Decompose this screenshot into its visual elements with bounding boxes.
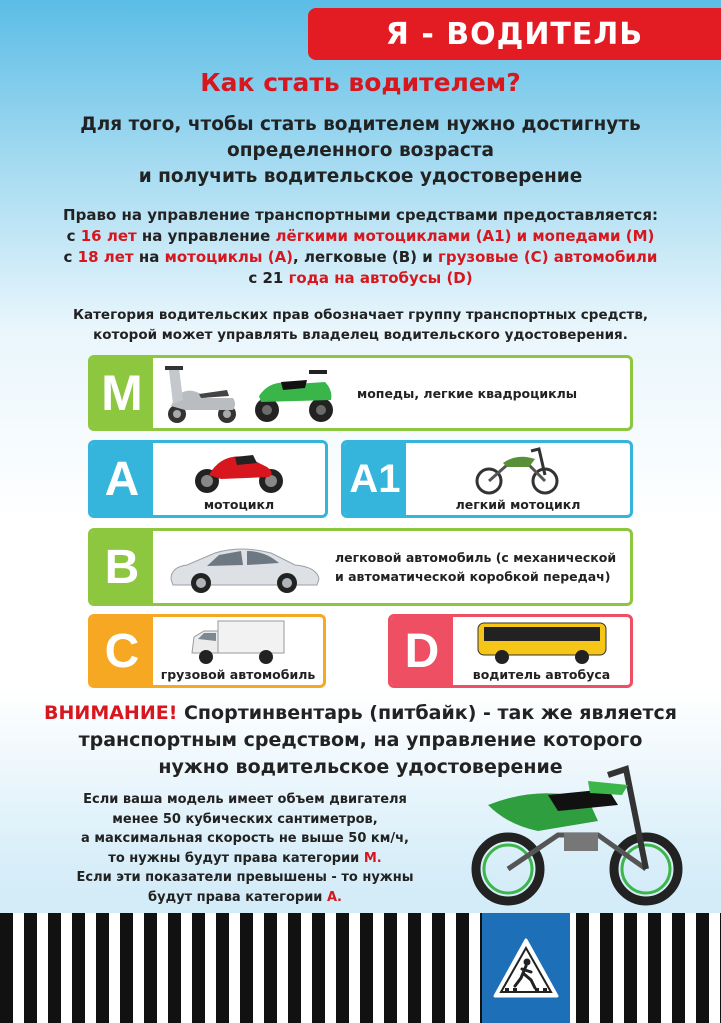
category-m-card	[88, 355, 633, 431]
dirt-bike-icon	[473, 445, 563, 495]
category-description: Категория водительских прав обозначает группу транспортных средств, которой может управлять владелец водительского удостоверения.	[72, 307, 649, 343]
intro-text: Для того, чтобы стать водителем нужно достигнуть определенного возраста и получить водительское удостоверение	[80, 114, 641, 187]
category-a1-label: легкий мотоцикл	[455, 496, 581, 512]
category-c-label: грузовой автомобиль	[160, 666, 316, 682]
category-letter-a1: A1	[344, 443, 406, 515]
truck-icon	[188, 619, 288, 665]
sport-motorcycle-icon	[191, 445, 287, 495]
category-d-label: водитель автобуса	[472, 666, 611, 682]
warning-text: ВНИМАНИЕ! Спортинвентарь (питбайк) - так же является транспортным средством, на управление которого нужно водительское удостоверение	[44, 702, 677, 778]
pedestrian-sign	[482, 913, 570, 1023]
scooter-icon	[163, 360, 243, 426]
bus-icon	[474, 619, 610, 665]
pitbike-details: Если ваша модель имеет объем двигателя менее 50 кубических сантиметров, а максимальная скорость не выше 50 км/ч, то нужны будут права категории М. Если эти показатели превышены - то нужны будут права категории А.	[76, 792, 414, 905]
category-b-label: легковой автомобиль (с механической и автоматической коробкой передач)	[335, 550, 617, 584]
crosswalk-stripes	[0, 913, 721, 1023]
category-letter-c: C	[91, 617, 153, 685]
category-b-card	[88, 528, 633, 606]
header-banner: Я - ВОДИТЕЛЬ	[308, 8, 721, 60]
category-a-label: мотоцикл	[203, 496, 275, 512]
pitbike-icon	[468, 765, 686, 907]
category-letter-d: D	[391, 617, 453, 685]
category-c-card	[88, 614, 326, 688]
car-icon	[167, 539, 323, 595]
category-letter-m: M	[91, 358, 153, 428]
page-title: Как стать водителем?	[200, 68, 521, 97]
age-rights: Право на управление транспортными средствами предоставляется: с 16 лет на управление лёгкими мотоциклами (А1) и мопедами (М) с 18 лет на мотоциклы (А), легковые (В) и грузовые (С) автомобили с 21 года на автобусы (D)	[63, 206, 658, 287]
category-d-card	[388, 614, 633, 688]
category-m-label: мопеды, легкие квадроциклы	[357, 385, 578, 401]
category-letter-a: A	[91, 443, 153, 515]
category-a-card	[88, 440, 328, 518]
quad-bike-icon	[251, 360, 337, 426]
category-a1-card	[341, 440, 633, 518]
pedestrian-crossing-icon	[491, 936, 561, 1000]
category-letter-b: B	[91, 531, 153, 603]
